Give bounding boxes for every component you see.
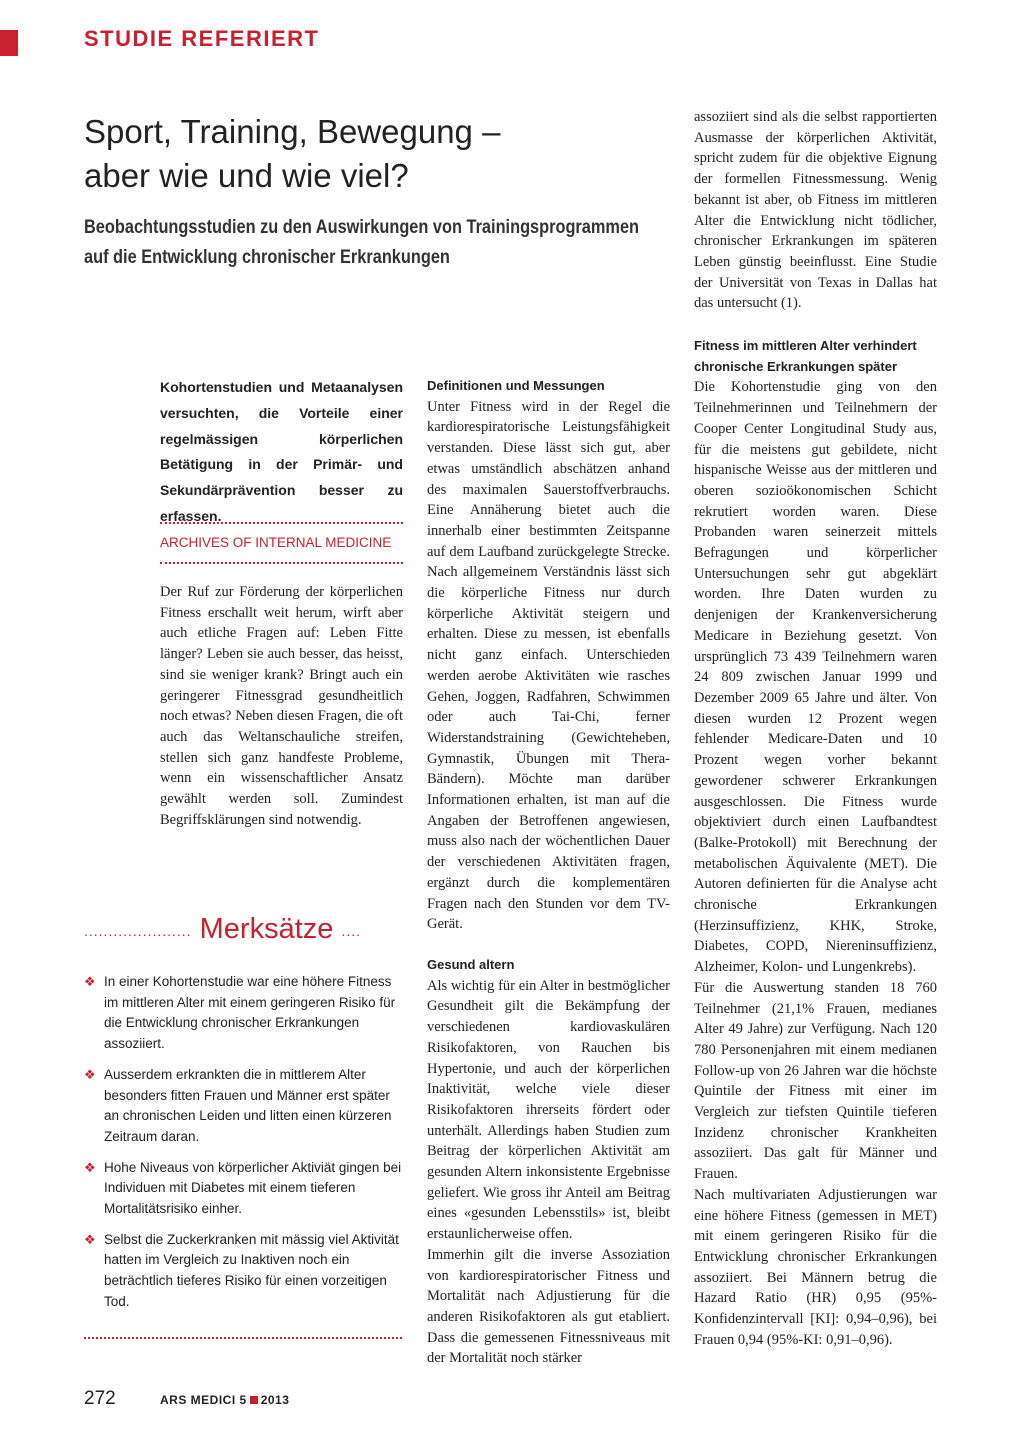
section-marker xyxy=(0,30,18,56)
title-line-1: Sport, Training, Bewegung – xyxy=(84,113,501,150)
article-lead: Kohortenstudien und Metaanalysen versuchten, die Vorteile einer regelmässigen körperlichen Betätigung in der Primär- und Sekundärprävention besser zu erfassen. xyxy=(160,379,403,524)
divider-dotted xyxy=(160,522,403,524)
paragraph: Für die Auswertung standen 18 760 Teilnehmer (21,1% Frauen, medianes Alter 49 Jahre) zur Verfügung. Nach 120 780 Personenjahren mit einem medianen Follow-up von 26 Jahren war die höchste Quintile der Fitness mit einer im Vergleich zur tiefsten Quintile tieferen Inzidenz chronischer Krankheiten assoziiert. Das galt für Männer und Frauen. xyxy=(694,979,937,1183)
journal-footer xyxy=(160,1393,289,1407)
diamond-bullet-icon: ❖ xyxy=(84,1159,96,1175)
journal-year: 2013 xyxy=(260,1393,290,1407)
intro-paragraph: Der Ruf zur Förderung der körperlichen Fitness erschallt weit herum, wirft aber auch etliche Fragen auf: Leben Fitte länger? Leben sie auch besser, das heisst, sind sie weniger krank? Bringt auch ein geringerer Fitnessgrad gesundheitlich noch etwas? Neben diesen Fragen, die oft auch das Weltanschauliche streifen, stellen sich ganz handfeste Probleme, wenn ein wissenschaftlicher Ansatz gewählt werden soll. Zumindest Begriffsklärungen sind notwendig. xyxy=(160,584,403,828)
key-point-item: ❖ Ausserdem erkrankten die in mittlerem Alter besonders fitten Frauen und Männer erst später an chronischen Leiden und litten einen kürzeren Zeitraum daran. xyxy=(84,1066,392,1144)
dots-leading: ...................... xyxy=(84,923,192,939)
paragraph: assoziiert sind als die selbst rapportierten Ausmasse der körperlichen Aktivität, spricht zudem für die objektive Eignung der formellen Fitnessmessung. Wenig bekannt ist aber, ob Fitness im mittleren Alter die Entwicklung nicht tödlicher, chronischer Erkrankungen im späteren Leben günstig beeinflusst. Eine Studie der Universität von Texas in Dallas hat das untersucht (1). xyxy=(694,109,937,312)
key-points-title xyxy=(84,913,404,946)
title-line-2: aber wie und wie viel? xyxy=(84,157,409,194)
diamond-bullet-icon: ❖ xyxy=(84,974,96,989)
key-point-item: ❖ Selbst die Zuckerkranken mit mässig viel Aktivität hatten im Vergleich zu Inaktiven noch ein beträchtlich tieferes Risiko für einen vorzeitigen Tod. xyxy=(84,1231,399,1309)
paragraph: Als wichtig für ein Alter in bestmöglicher Gesundheit gilt die Bekämpfung der verschiedenen kardiovaskulären Risikofaktoren, von Rauchen bis Hypertonie, und auch der körperlichen Inaktivität, welche viele dieser Risikofaktoren ihrerseits fördert oder unterhält. Allerdings haben Studien zum Beitrag der körperlichen Aktivität am gesunden Altern inkonsistente Ergebnisse geliefert. Wie gross ihr Anteil am Beitrag eines «gesunden Lebensstils» ist, bleibt erstaunlicherweise offen. xyxy=(427,977,670,1243)
key-point-item: ❖ Hohe Niveaus von körperlicher Aktiviät gingen bei Individuen mit Diabetes mit einem tieferen Mortalitätsrisiko einher. xyxy=(84,1159,402,1217)
paragraph: Nach multivariaten Adjustierungen war eine höhere Fitness (gemessen in MET) mit einem geringeren Risiko für die Entwicklung chronischer Erkrankungen assoziiert. Bei Männern betrug die Hazard Ratio (HR) 0,95 (95%-Konfidenzintervall [KI]: 0,94–0,96), bei Frauen 0,94 (95%-KI: 0,91–0,96). xyxy=(694,1186,937,1348)
paragraph: Immerhin gilt die inverse Assoziation von kardiorespiratorischer Fitness und Mortalität nach Adjustierung für die anderen Risikofaktoren als gut etabliert. Dass die gemessenen Fitnessniveaus mit der Mortalität noch stärker xyxy=(427,1246,670,1367)
paragraph: Unter Fitness wird in der Regel die kardiorespiratorische Leistungsfähigkeit verstanden. Diese lässt sich gut, aber etwas umständlich abschätzen anhand des maximalen Sauerstoffverbrauchs. Eine Annäherung bietet auch die innerhalb einer bestimmten Zeitspanne auf dem Laufband zurückgelegte Strecke. Nach allgemeinem Verständnis lässt sich die körperliche Fitness nur durch körperliche Aktivität steigern und erhalten. Diese zu messen, ist ebenfalls nicht ganz einfach. Unterschieden werden aerobe Aktivitäten wie rasches Gehen, Joggen, Radfahren, Schwimmen oder auch Tai-Chi, ferner Widerstandstraining (Gewichteheben, Gymnastik, Übungen mit Thera-Bändern). Möchte man darüber Informationen erhalten, ist man auf die Angaben der Betroffenen angewiesen, muss also nach der wöchentlichen Dauer der verschiedenen Aktivitäten fragen, ergänzt durch die komplementären Fragen nach den Stunden vor dem TV-Gerät. xyxy=(427,398,670,933)
heading-fitness-midlife: Fitness im mittleren Alter verhindert chronische Erkrankungen später xyxy=(694,338,917,374)
diamond-bullet-icon: ❖ xyxy=(84,1231,96,1247)
divider-dotted xyxy=(160,562,403,564)
article-subtitle: Beobachtungsstudien zu den Auswirkungen von Trainingsprogrammen auf die Entwicklung chronischer Erkrankungen xyxy=(84,217,640,268)
key-point-item: ❖ In einer Kohortenstudie war eine höhere Fitness im mittleren Alter mit einem geringeren Risiko für die Entwicklung chronischer Erkrankungen assoziiert. xyxy=(84,974,396,1052)
article-title xyxy=(84,110,624,198)
dots-trailing: .... xyxy=(341,923,362,939)
column-3 xyxy=(694,107,937,1350)
heading-definitions: Definitionen und Messungen xyxy=(427,378,605,393)
heading-healthy-aging: Gesund altern xyxy=(427,956,515,972)
paragraph: Die Kohortenstudie ging von den Teilnehmerinnen und Teilnehmern der Cooper Center Longitudinal Study aus, für die meistens gut gebildete, nicht hispanische Weisse aus der mittleren und oberen sozioökonomischen Schicht rekrutiert worden waren. Diese Probanden waren seinerzeit mittels Befragungen und körperlicher Untersuchungen sehr gut abgeklärt worden. Ihre Daten wurden zu denjenigen der Krankenversicherung Medicare in Beziehung gesetzt. Von ursprünglich 73 439 Teilnehmern waren 24 809 zwischen Januar 1999 und Dezember 2009 65 Jahre und älter. Von diesen wurden 12 Prozent wegen fehlender Medicare-Daten und 10 Prozent wegen vorher bekannt gewordener schwerer Erkrankungen ausgeschlossen. Die Fitness wurde objektiviert durch einen Laufbandtest (Balke-Protokoll) mit Berechnung der metabolischen Äquivalente (MET). Die Autoren definierten für die Analyse acht chronische Erkrankungen (Herzinsuffizienz, KHK, Stroke, Diabetes, COPD, Niereninsuffizienz, Alzheimer, Kolon- und Lungenkrebs). xyxy=(694,379,937,976)
page-number: 272 xyxy=(84,1388,116,1409)
divider-dotted xyxy=(84,1337,402,1339)
journal-name: ARS MEDICI 5 xyxy=(160,1393,247,1407)
square-icon xyxy=(250,1396,258,1404)
key-points-label: Merksätze xyxy=(199,913,334,945)
column-2 xyxy=(427,376,670,1369)
diamond-bullet-icon: ❖ xyxy=(84,1066,96,1082)
key-points-list xyxy=(84,972,402,1323)
source-journal: ARCHIVES OF INTERNAL MEDICINE xyxy=(160,535,392,550)
section-rubric: STUDIE REFERIERT xyxy=(84,26,320,51)
